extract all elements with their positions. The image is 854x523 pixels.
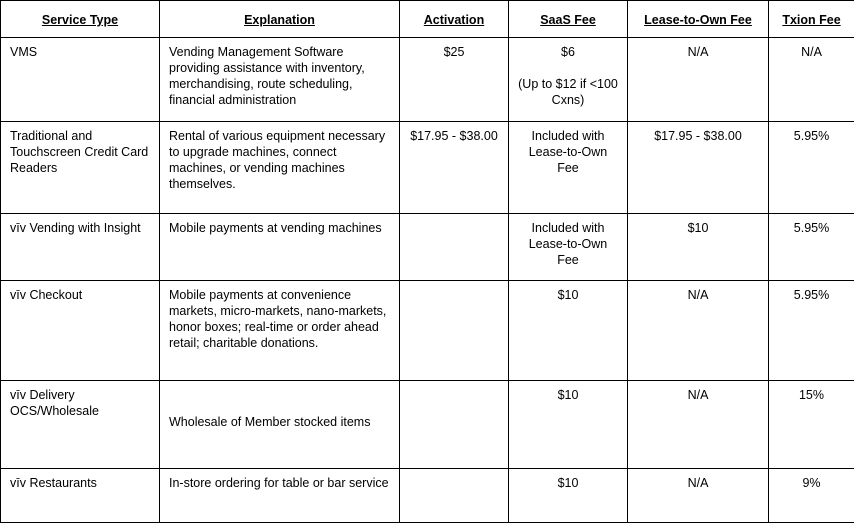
table-row [1,214,854,281]
cell-activation [400,469,509,523]
header-explanation: Explanation [160,1,400,38]
table-row [1,381,854,469]
header-lease-to-own-fee: Lease-to-Own Fee [628,1,769,38]
cell-service-type: vīv Restaurants [1,469,160,523]
cell-explanation: Mobile payments at convenience markets, micro-markets, nano-markets, honor boxes; real-time or order ahead retail; charitable donations. [160,281,400,381]
cell-activation [400,281,509,381]
cell-explanation [160,381,400,469]
cell-saas-fee: Included with Lease-to-Own Fee [509,214,628,281]
cell-service-type: vīv Delivery OCS/Wholesale [1,381,160,469]
cell-lease-fee: $10 [628,214,769,281]
cell-explanation: Mobile payments at vending machines [160,214,400,281]
cell-lease-fee: N/A [628,281,769,381]
cell-service-type: vīv Vending with Insight [1,214,160,281]
table-row [1,281,854,381]
cell-txion-fee: 5.95% [769,214,854,281]
cell-txion-fee: 9% [769,469,854,523]
cell-activation: $17.95 - $38.00 [400,122,509,214]
cell-service-type: vīv Checkout [1,281,160,381]
cell-explanation: Vending Management Software providing assistance with inventory, merchandising, route scheduling, financial administration [160,38,400,122]
cell-explanation: Rental of various equipment necessary to upgrade machines, connect machines, or vending machines themselves. [160,122,400,214]
cell-explanation: In-store ordering for table or bar service [160,469,400,523]
saas-fee-note: (Up to $12 if <100 Cxns) [518,76,618,108]
cell-lease-fee: N/A [628,38,769,122]
cell-saas-fee [509,38,628,122]
cell-activation: $25 [400,38,509,122]
saas-fee-value: $6 [561,45,575,59]
cell-service-type: VMS [1,38,160,122]
cell-txion-fee: 5.95% [769,122,854,214]
header-saas-fee: SaaS Fee [509,1,628,38]
header-row [1,1,854,38]
explanation-text: Wholesale of Member stocked items [169,414,390,430]
cell-saas-fee: Included with Lease-to-Own Fee [509,122,628,214]
cell-lease-fee: $17.95 - $38.00 [628,122,769,214]
table-row [1,122,854,214]
cell-txion-fee: 5.95% [769,281,854,381]
cell-saas-fee: $10 [509,381,628,469]
cell-txion-fee: N/A [769,38,854,122]
header-txion-fee: Txion Fee [769,1,854,38]
cell-lease-fee: N/A [628,469,769,523]
cell-activation [400,381,509,469]
table-row [1,38,854,122]
header-service-type: Service Type [1,1,160,38]
cell-saas-fee: $10 [509,281,628,381]
cell-service-type: Traditional and Touchscreen Credit Card Readers [1,122,160,214]
cell-saas-fee: $10 [509,469,628,523]
cell-lease-fee: N/A [628,381,769,469]
table-row [1,469,854,523]
header-activation: Activation [400,1,509,38]
cell-txion-fee: 15% [769,381,854,469]
cell-activation [400,214,509,281]
